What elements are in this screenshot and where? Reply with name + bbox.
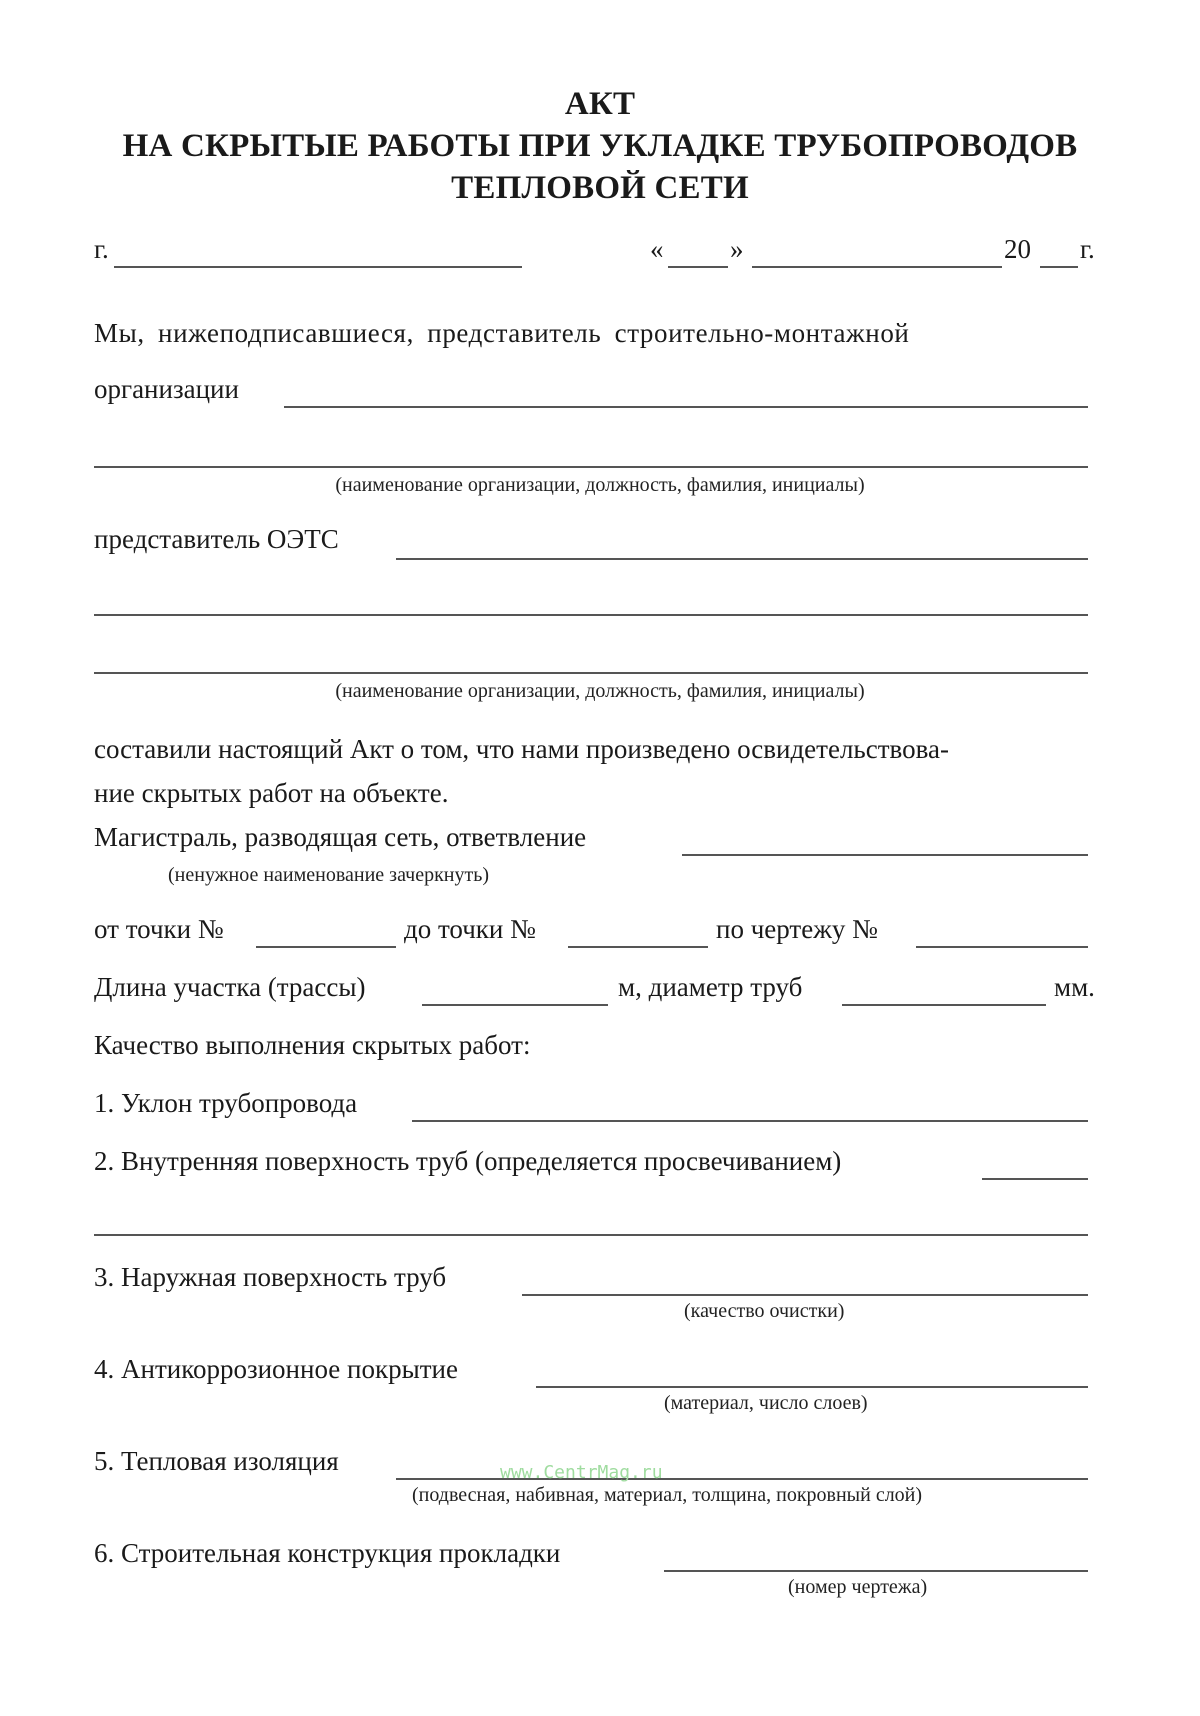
length-unit: м, диаметр труб <box>618 972 803 1002</box>
drawing-label: по чертежу № <box>716 914 878 944</box>
drawing-field[interactable] <box>916 946 1088 948</box>
statement-line-1: составили настоящий Акт о том, что нами произведено освидетельствова- <box>94 734 949 764</box>
item-4-label: 4. Антикоррозионное покрытие <box>94 1354 458 1384</box>
item-1-label: 1. Уклон трубопровода <box>94 1088 358 1118</box>
org-hint: (наименование организации, должность, фамилия, инициалы) <box>335 474 865 496</box>
org-field[interactable] <box>284 406 1088 408</box>
document-subtitle-2: ТЕПЛОВОЙ СЕТИ <box>451 170 749 206</box>
item-3-label: 3. Наружная поверхность труб <box>94 1262 447 1292</box>
item-4-field[interactable] <box>536 1386 1088 1388</box>
intro-text: Мы, нижеподписавшиеся, представитель строительно-монтажной <box>94 318 910 348</box>
watermark: www.CentrMag.ru <box>500 1462 663 1483</box>
date-close-quote: » <box>730 234 744 264</box>
to-point-field[interactable] <box>568 946 708 948</box>
statement-line-2: ние скрытых работ на объекте. <box>94 778 449 808</box>
length-label: Длина участка (трассы) <box>94 972 366 1002</box>
item-5-hint: (подвесная, набивная, материал, толщина, покровный слой) <box>412 1484 923 1506</box>
item-6-hint: (номер чертежа) <box>788 1576 928 1598</box>
item-3-field[interactable] <box>522 1294 1088 1296</box>
item-6-label: 6. Строительная конструкция прокладки <box>94 1538 561 1568</box>
org-field-2[interactable] <box>94 466 1088 468</box>
network-hint: (ненужное наименование зачеркнуть) <box>168 864 490 886</box>
oets-hint: (наименование организации, должность, фамилия, инициалы) <box>335 680 865 702</box>
item-4-hint: (материал, число слоев) <box>664 1392 868 1414</box>
year-suffix: г. <box>1080 234 1095 264</box>
month-field[interactable] <box>752 266 1002 268</box>
to-point-label: до точки № <box>404 914 536 944</box>
oets-field-2[interactable] <box>94 614 1088 616</box>
oets-label: представитель ОЭТС <box>94 524 339 554</box>
from-point-field[interactable] <box>256 946 396 948</box>
from-point-label: от точки № <box>94 914 224 944</box>
year-prefix: 20 <box>1004 234 1031 264</box>
item-1-field[interactable] <box>412 1120 1088 1122</box>
city-field[interactable] <box>114 266 522 268</box>
network-label: Магистраль, разводящая сеть, ответвление <box>94 822 587 852</box>
quality-heading: Качество выполнения скрытых работ: <box>94 1030 531 1060</box>
network-field[interactable] <box>682 854 1088 856</box>
city-label: г. <box>94 234 109 264</box>
year-field[interactable] <box>1040 266 1078 268</box>
item-3-hint: (качество очистки) <box>684 1300 845 1322</box>
item-5-label: 5. Тепловая изоляция <box>94 1446 339 1476</box>
oets-field[interactable] <box>396 558 1088 560</box>
item-6-field[interactable] <box>664 1570 1088 1572</box>
date-open-quote: « <box>650 234 664 264</box>
item-2-field[interactable] <box>982 1178 1088 1180</box>
day-field[interactable] <box>668 266 728 268</box>
diameter-unit: мм. <box>1054 972 1095 1002</box>
length-field[interactable] <box>422 1004 608 1006</box>
diameter-field[interactable] <box>842 1004 1046 1006</box>
oets-field-3[interactable] <box>94 672 1088 674</box>
document-subtitle: НА СКРЫТЫЕ РАБОТЫ ПРИ УКЛАДКЕ ТРУБОПРОВОДОВ <box>122 128 1078 164</box>
item-2-field-2[interactable] <box>94 1234 1088 1236</box>
item-2-label: 2. Внутренняя поверхность труб (определяется просвечиванием) <box>94 1146 842 1176</box>
org-label: организации <box>94 374 239 404</box>
document-title: АКТ <box>564 86 636 122</box>
